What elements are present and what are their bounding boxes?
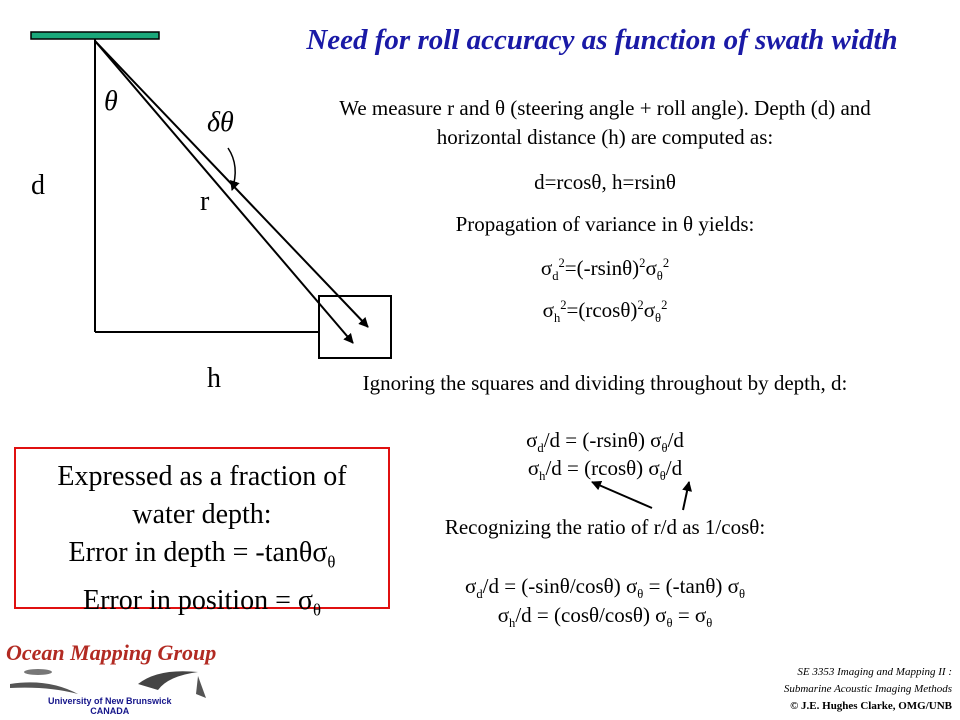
recognizing-text: Recognizing the ratio of r/d as 1/cosθ: [444, 515, 766, 539]
d-label: d [31, 170, 45, 201]
propagation-text: Propagation of variance in θ yields: [455, 212, 755, 236]
course-footer [784, 664, 952, 715]
summary-line-1: Expressed as a fraction of [57, 461, 347, 492]
ignoring-text: Ignoring the squares and dividing throughout by depth, d: [362, 371, 848, 395]
fraction-horizontal-equation: $\sigma_h/d = (rcos\theta)$ $\sigma_\theta/d$ [527, 456, 683, 484]
omg-logo-title: Ocean Mapping Group [6, 640, 217, 665]
dtheta-label: δθ [207, 107, 234, 138]
theta-label: θ [104, 86, 118, 117]
ratio-arrow-r [592, 482, 652, 508]
ratio-arrow-d [683, 482, 689, 510]
summary-box [14, 447, 390, 620]
university-name: University of New Brunswick [48, 696, 172, 706]
fish-shape-small [24, 669, 52, 675]
h-label: h [207, 363, 221, 394]
compute-formula: d=rcosθ, h=rsinθ [534, 170, 676, 194]
summary-position-error: Error in position = $\sigma_\theta$ [82, 584, 322, 620]
intro-line-1: We measure r and θ (steering angle + roll angle). Depth (d) and [339, 96, 871, 120]
r-label: r [200, 186, 210, 217]
omg-logo-subtitle [48, 696, 172, 716]
course-name: SE 3353 Imaging and Mapping II : [797, 666, 952, 678]
copyright: © J.E. Hughes Clarke, OMG/UNB [790, 700, 952, 712]
result-depth-equation: $\sigma_d/d = (-\sin\theta/\cos\theta) \sigma_\theta = (-\tan\theta)$ $\sigma_\theta$ [464, 574, 745, 602]
fish-shape-left [10, 682, 78, 694]
summary-line-2: water depth: [132, 499, 272, 530]
result-position-equation: $\sigma_h/d = (\cos\theta/\cos\theta) \sigma_\theta = \sigma_\theta$ [497, 603, 713, 631]
country-name: CANADA [90, 706, 130, 716]
fish-shape-right [138, 671, 198, 690]
variance-horizontal-equation: $\sigma_h^2=(rcos\theta)^2\sigma_\theta^2$ [542, 298, 668, 326]
fish-tail [196, 676, 206, 698]
summary-depth-error: Error in depth = -tanθσ$_\theta$ [68, 537, 336, 572]
slide-title: Need for roll accuracy as function of swath width [306, 24, 898, 56]
variance-depth-equation: $\sigma_d^2=(-rsin\theta)^2\sigma_\theta^2$ [540, 256, 670, 284]
course-subtitle: Submarine Acoustic Imaging Methods [783, 683, 952, 695]
fraction-depth-equation: $\sigma_d/d = (-rsin\theta)$ $\sigma_\theta/d$ [526, 428, 684, 456]
intro-line-2: horizontal distance (h) are computed as: [436, 125, 774, 149]
